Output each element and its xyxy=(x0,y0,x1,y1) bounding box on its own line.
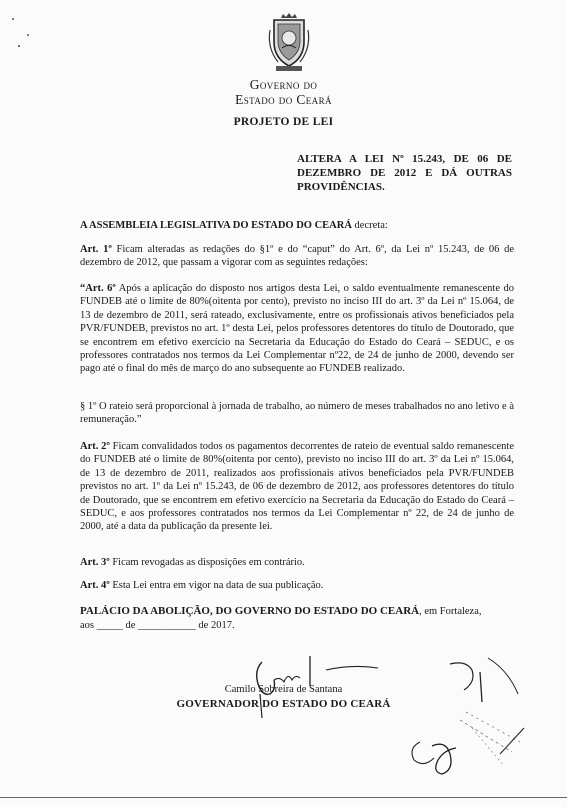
signer-name: Camilo Sobreira de Santana xyxy=(224,684,343,695)
palace-location: , em Fortaleza, xyxy=(419,606,482,617)
enacting-verb: decreta: xyxy=(351,220,388,231)
scan-speck xyxy=(18,45,20,47)
article-6-lead: “Art. 6º xyxy=(80,283,116,294)
date-line: aos _____ de ___________ de 2017. xyxy=(80,620,235,631)
enacting-clause xyxy=(80,219,514,232)
bottom-rule xyxy=(0,797,567,798)
scan-speck xyxy=(12,18,14,20)
article-2 xyxy=(80,440,514,534)
state-coat-of-arms-icon xyxy=(266,12,312,74)
handwritten-initials xyxy=(380,650,540,790)
signer-title: GOVERNADOR DO ESTADO DO CEARÁ xyxy=(176,698,391,710)
palace-name: PALÁCIO DA ABOLIÇÃO, DO GOVERNO DO ESTADO DO CEARÁ xyxy=(80,605,420,617)
closing-formula xyxy=(80,604,514,633)
article-3-text: Ficam revogadas as disposições em contrário. xyxy=(109,557,305,568)
article-4 xyxy=(80,579,514,592)
article-4-text: Esta Lei entra em vigor na data de sua publicação. xyxy=(109,580,324,591)
article-4-lead: Art. 4º xyxy=(80,580,110,591)
ementa: ALTERA A LEI Nº 15.243, DE 06 DE DEZEMBRO DE 2012 E DÁ OUTRAS PROVIDÊNCIAS. xyxy=(297,153,512,193)
article-2-text: Ficam convalidados todos os pagamentos decorrentes de rateio de eventual saldo remanescente do FUNDEB até o limite de 80%(oitenta por cento), previsto no inciso III do art. 3º da Lei nº 15.064, de 13 de dezembro de 2011, realizados aos profissionais ativos beneficiados pela PVR/FUNDEB previstos no art. 1º da Lei nº 15.243, de 06 de dezembro de 2012, aos professores detentores do título de Doutorado, que se encontrem em efetivo exercício na Secretaria da Educação do Estado do Ceará – SEDUC, e aos professores contratados nos termos da Lei Complementar nº 22, de 24 de junho de 2000, até a data da publicação da presente lei. xyxy=(80,441,514,533)
article-6-text: Após a aplicação do disposto nos artigos desta Lei, o saldo eventualmente remanescente do FUNDEB até o limite de 80%(oitenta por cento), previsto no inciso III do art. 3º da Lei nº 15.064, de 13 de dezembro de 2011, será rateado, exclusivamente, entre os profissionais ativos beneficiados pela PVR/FUNDEB, previstos no art. 1º desta Lei, pelos professores detentores do título de Doutorado, que se encontrem em efetivo exercício na Secretaria da Educação do Estado do Ceará – SEDUC, e os professores contratados nos termos da Lei Complementar nº22, de 24 de junho de 2000, devendo ser pago até o final do mês de março do ano subsequente ao FUNDEB realizado. xyxy=(80,283,514,375)
project-title: PROJETO DE LEI xyxy=(233,116,334,128)
article-1-lead: Art. 1º xyxy=(80,244,112,255)
government-line: Governo do xyxy=(249,77,318,92)
article-1-text: Ficam alteradas as redações do §1º e do “caput” do Art. 6º, da Lei nº 15.243, de 06 de dezembro de 2012, que passam a vigorar com as seguintes redações: xyxy=(80,244,514,269)
article-6-quoted xyxy=(80,282,514,376)
article-2-lead: Art. 2º xyxy=(80,441,110,452)
paragraph-1: § 1º O rateio será proporcional à jornada de trabalho, ao número de meses trabalhados no ano letivo e à remuneração.” xyxy=(80,401,514,426)
article-3 xyxy=(80,556,514,569)
article-1 xyxy=(80,243,514,270)
assembly-name: A ASSEMBLEIA LEGISLATIVA DO ESTADO DO CEARÁ xyxy=(80,220,352,231)
state-line: Estado do Ceará xyxy=(235,92,332,107)
scan-speck xyxy=(27,34,29,36)
article-3-lead: Art. 3º xyxy=(80,557,110,568)
